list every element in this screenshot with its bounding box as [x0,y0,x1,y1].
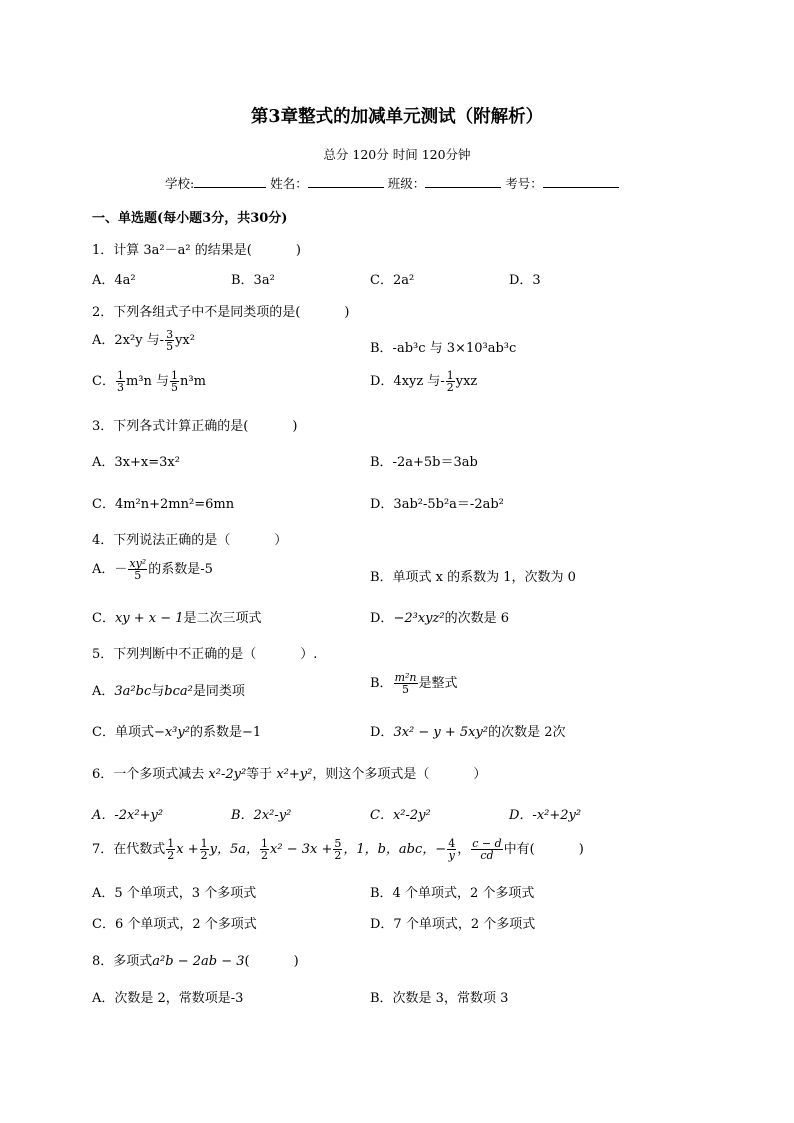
fraction: $\frac{1}{5}$ [171,369,178,394]
q2-option-c[interactable]: C． $\frac{1}{3}$ m³n 与 $\frac{1}{5}$ n³m [92,369,206,394]
school-label: 学校: [165,176,195,191]
question-4: 4．下列说法正确的是（ ） [92,533,288,548]
q2-option-d[interactable]: D．4xyz 与- $\frac{1}{2}$ yxz [370,369,478,394]
q6-option-a[interactable]: A．-2x²+y² [92,808,164,823]
fraction: $\frac{3}{5}$ [166,328,174,353]
q1-option-d[interactable]: D．3 [509,273,541,288]
question-1: 1．计算 3a²－a² 的结果是( ) [92,243,301,258]
question-7: 7．在代数式 $\frac{1}{2}$ x + $\frac{1}{2}$ y，5a， $\frac{1}{2}$ x² − 3x + $\frac{5}{2}$ ，1，b，abc，− $\frac{4}{y}$ ， $\frac{c - d}{cd}$ 中有( ) [92,837,584,862]
q7-option-b[interactable]: B．4 个单项式，2 个多项式 [370,886,535,901]
q2-option-a[interactable]: A．2x²y 与- $\frac{3}{5}$ yx² [92,328,195,353]
fraction: $\frac{1}{2}$ [446,369,454,394]
q3-option-c[interactable]: C．4m²n+2mn²=6mn [92,497,235,512]
fraction: $\frac{1}{2}$ [200,837,208,862]
q5-option-d[interactable]: D．3x² − y + 5xy²的次数是 2次 [370,725,566,740]
q4-option-c[interactable]: C．xy + x − 1是二次三项式 [92,611,262,626]
school-blank[interactable] [194,174,266,188]
fraction: $\frac{\text{m²n}}{5}$ [394,671,417,696]
number-blank[interactable] [543,174,619,188]
q4-option-a[interactable]: A．－ $\frac{\text{xy²}}{5}$ 的系数是-5 [92,557,213,582]
q3-option-a[interactable]: A．3x+x=3x² [92,455,180,470]
q2-option-b[interactable]: B．-ab³c 与 3×10³ab³c [370,341,517,356]
fraction: $\frac{4}{y}$ [448,837,456,862]
question-6: 6．一个多项式减去 x²-2y²等于 x²+y²，则这个多项式是（ ） [92,767,487,782]
q7-option-d[interactable]: D．7 个单项式，2 个多项式 [370,917,536,932]
q1-option-a[interactable]: A．4a² [92,273,136,288]
page-title: 第3章整式的加减单元测试（附解析） [250,107,544,127]
q7-option-c[interactable]: C．6 个单项式，2 个多项式 [92,917,257,932]
q1-option-c[interactable]: C．2a² [370,273,415,288]
page-subtitle: 总分 120分 时间 120分钟 [323,147,471,162]
q8-option-a[interactable]: A．次数是 2，常数项是-3 [92,991,244,1006]
question-3: 3．下列各式计算正确的是( ) [92,419,298,434]
q7-option-a[interactable]: A．5 个单项式，3 个多项式 [92,886,257,901]
question-2: 2．下列各组式子中不是同类项的是( ) [92,305,350,320]
fraction: $\frac{5}{2}$ [334,837,342,862]
question-5: 5．下列判断中不正确的是（ ）. [92,647,318,662]
section-heading: 一、单选题(每小题3分，共30分) [92,211,288,226]
fraction: $\frac{\text{xy²}}{5}$ [129,557,147,582]
question-8: 8．多项式a²b − 2ab − 3( ) [92,954,299,969]
q1-option-b[interactable]: B．3a² [231,273,275,288]
class-label: 班级： [387,176,426,191]
fraction: $\frac{1}{2}$ [261,837,269,862]
q3-option-d[interactable]: D．3ab²-5b²a＝-2ab² [370,497,504,512]
q5-option-b[interactable]: B． $\frac{\text{m²n}}{5}$ 是整式 [370,671,458,696]
q8-option-b[interactable]: B．次数是 3，常数项 3 [370,991,509,1006]
number-label: 考号： [505,176,543,191]
class-blank[interactable] [425,174,501,188]
q4-option-d[interactable]: D．−2³xyz²的次数是 6 [370,611,509,626]
q6-option-c[interactable]: C．x²-2y² [370,808,431,823]
q5-option-c[interactable]: C．单项式−x³y²的系数是−1 [92,725,262,740]
fraction: $\frac{1}{3}$ [116,369,124,394]
q5-option-a[interactable]: A．3a²bc与bca²是同类项 [92,684,245,699]
q3-option-b[interactable]: B．-2a+5b＝3ab [370,455,478,470]
q4-option-b[interactable]: B．单项式 x 的系数为 1，次数为 0 [370,570,576,585]
name-blank[interactable] [308,174,384,188]
fraction: $\frac{c - d}{cd}$ [472,837,502,862]
fraction: $\frac{1}{2}$ [167,837,175,862]
name-label: 姓名： [270,176,308,191]
q6-option-b[interactable]: B．2x²-y² [231,808,292,823]
student-info-line [165,174,619,192]
q6-option-d[interactable]: D．-x²+2y² [509,808,582,823]
